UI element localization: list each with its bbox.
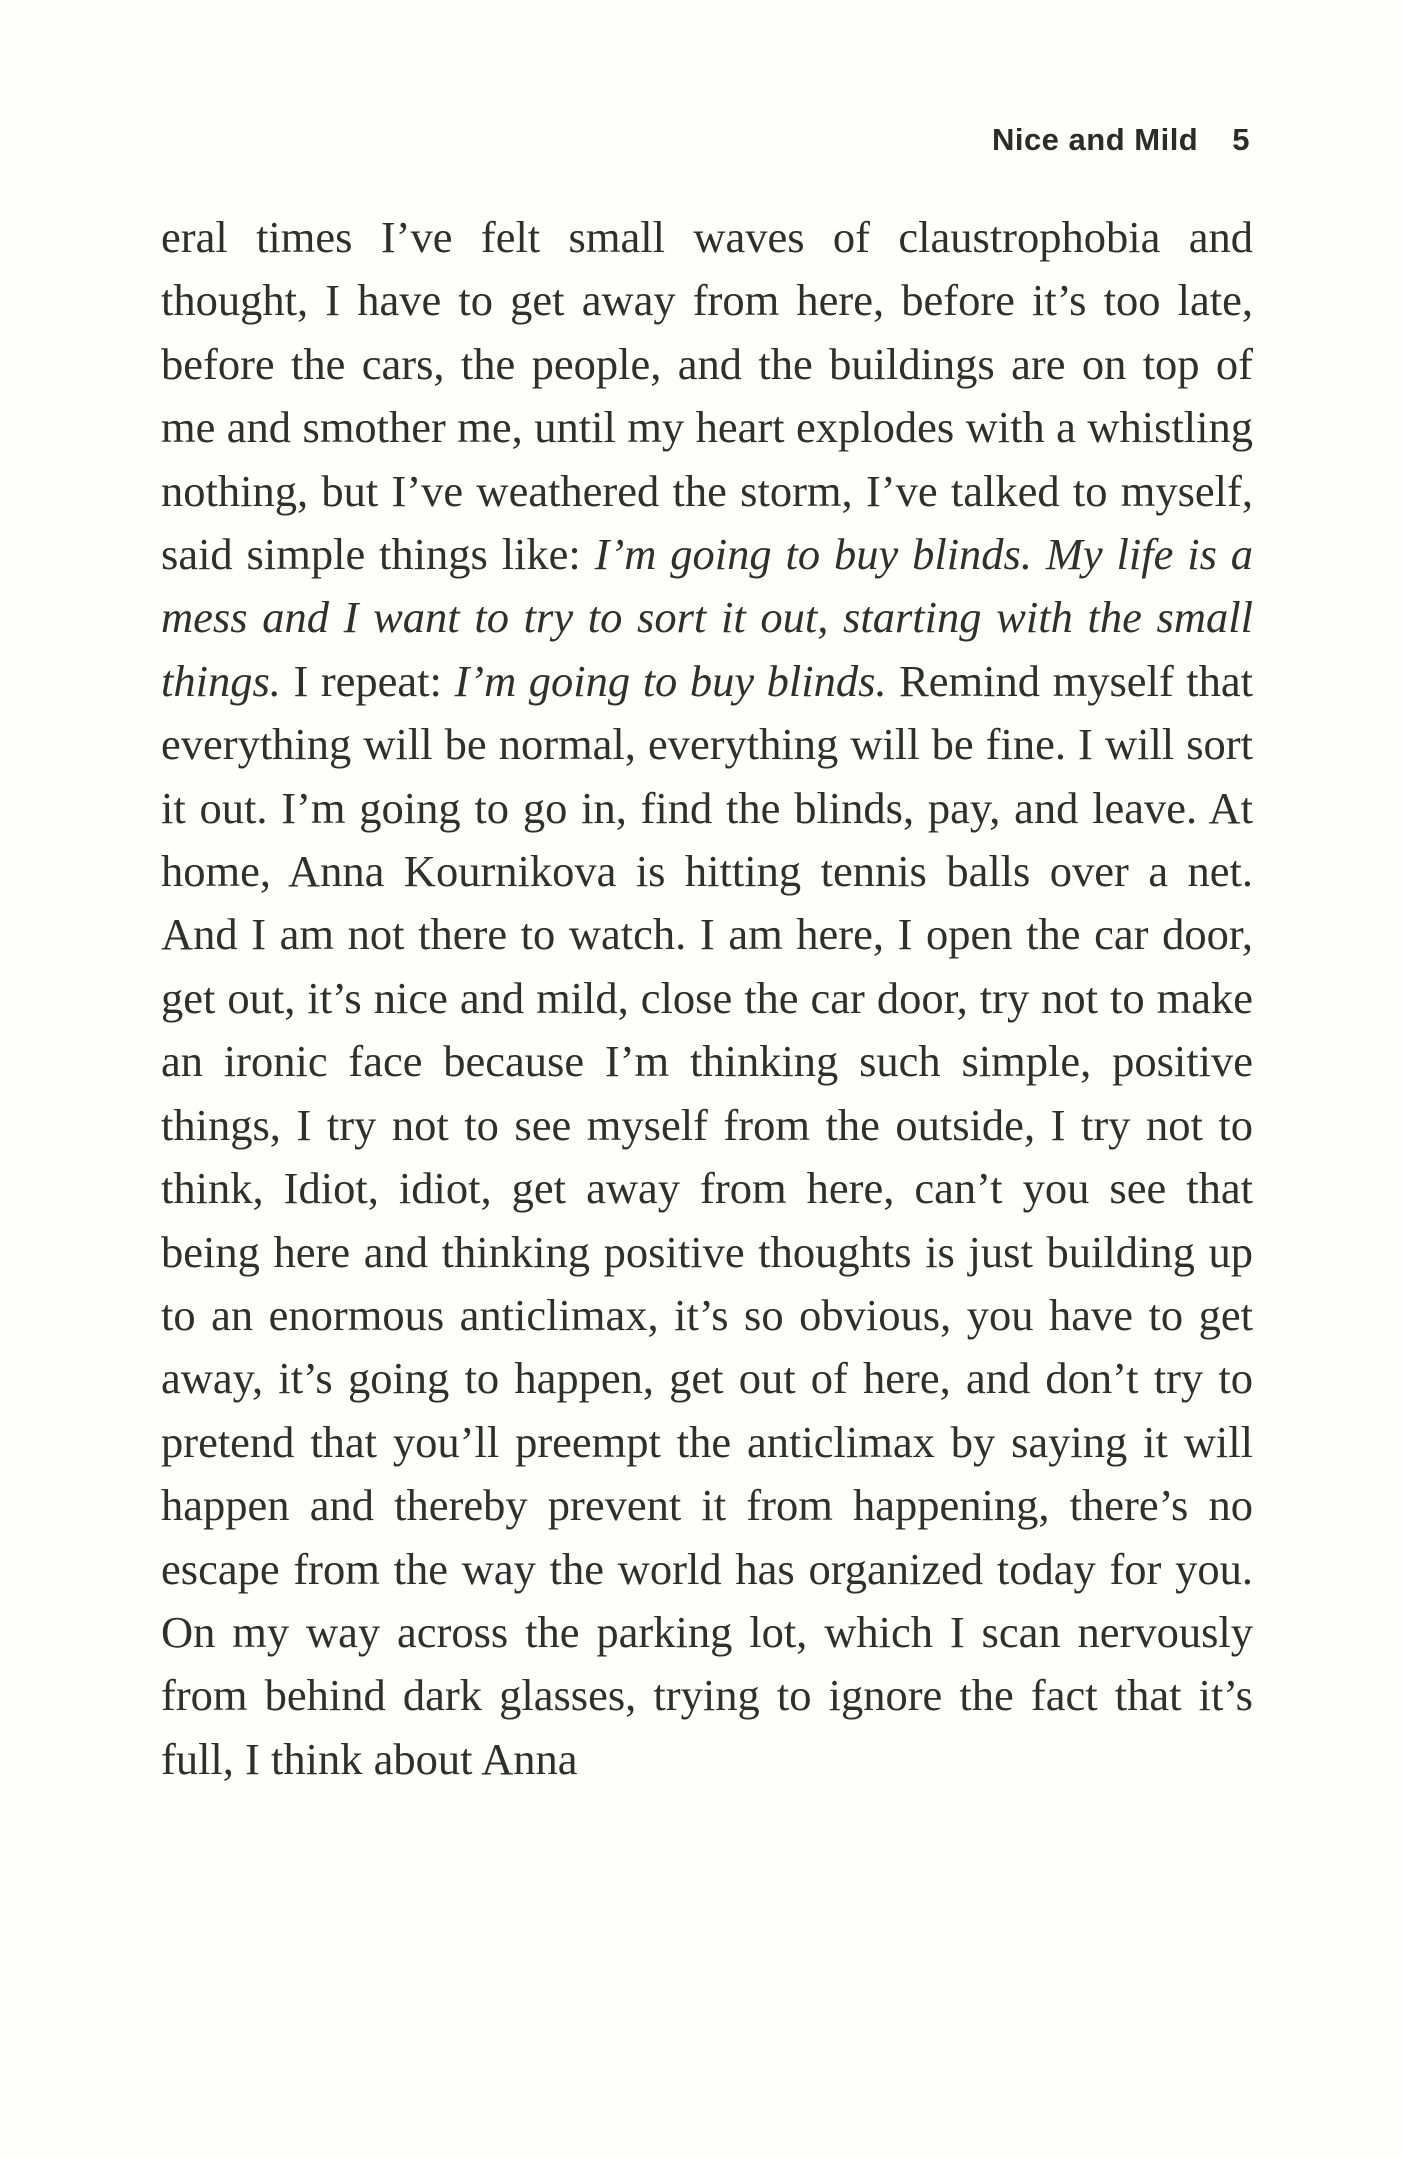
text-segment: I repeat: [280, 655, 455, 706]
paragraph [161, 206, 1253, 1791]
text-segment: eral times I’ve felt small waves of claustrophobia and thought, I have to get away from here, before it’s too late, before the cars, the people, and the buildings are on top of me and smother me, until my heart explodes with a whistling nothing, but I’ve weathered the storm, I’ve talked to myself, said simple things like: [161, 212, 1253, 580]
body-text [161, 206, 1253, 1791]
page-number: 5 [1232, 122, 1250, 157]
italic-segment: I’m going to buy blinds. [454, 655, 887, 706]
chapter-title: Nice and Mild [991, 122, 1199, 157]
text-segment: Remind myself that everything will be normal, everything will be fine. I will sort it out. I’m going to go in, find the blinds, pay, and leave. At home, Anna Kournikova is hitting tennis balls over a net. And I am not there to watch. I am here, I open the car door, get out, it’s nice and mild, close the car door, try not to make an ironic face because I’m thinking such simple, positive things, I try not to see myself from the outside, I try not to think, Idiot, idiot, get away from here, can’t you see that being here and thinking positive thoughts is just building up to an enormous anticlimax, it’s so obvious, you have to get away, it’s going to happen, get out of here, and don’t try to pretend that you’ll preempt the anticlimax by saying it will happen and thereby prevent it from happening, there’s no escape from the way the world has organized today for you. On my way across the parking lot, which I scan nervously from behind dark glasses, trying to ignore the fact that it’s full, I think about Anna [161, 655, 1253, 1784]
running-head [992, 122, 1250, 158]
italic-segment: I’m going to buy blinds. My life is a mess and I want to try to sort it out, starting with the small things. [161, 529, 1254, 706]
